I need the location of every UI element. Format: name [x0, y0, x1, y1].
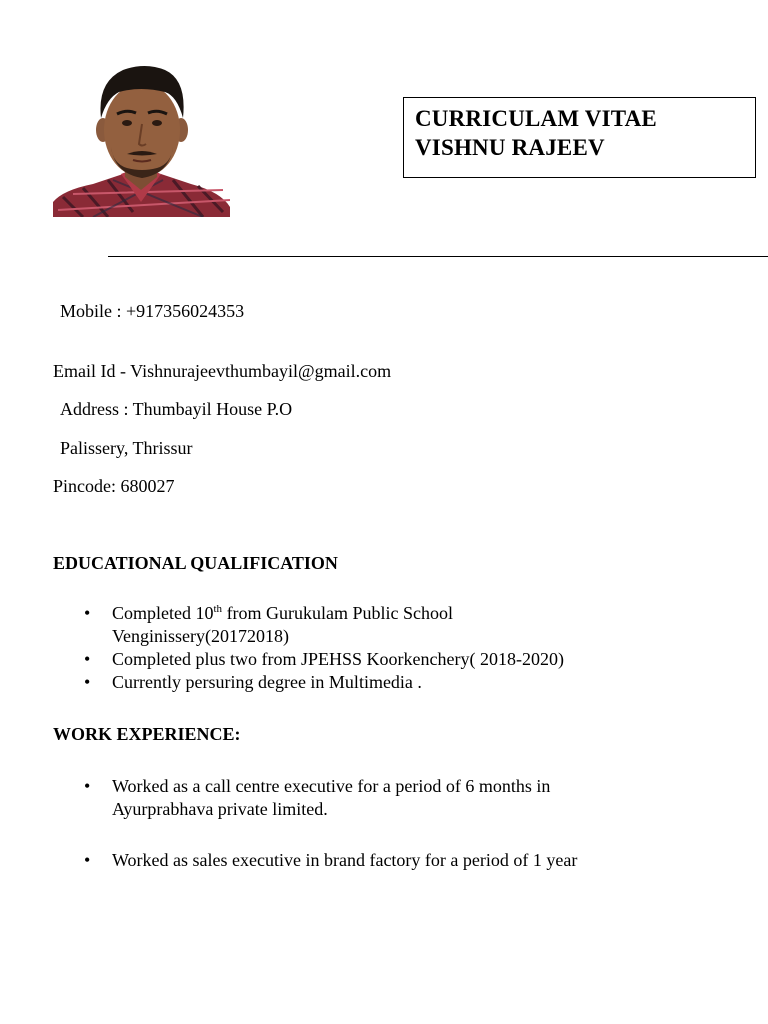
bullet-icon: •	[84, 850, 91, 870]
education-list	[84, 602, 564, 694]
header-divider	[108, 256, 768, 257]
education-item	[84, 602, 564, 648]
education-item	[84, 648, 564, 671]
superscript-th: th	[213, 603, 223, 615]
work-item	[84, 849, 577, 872]
bullet-icon: •	[84, 603, 91, 623]
address-line-1: Address : Thumbayil House P.O	[60, 399, 293, 419]
profile-photo-illustration	[53, 62, 230, 217]
work-heading: WORK EXPERIENCE:	[53, 724, 241, 744]
profile-photo	[53, 62, 230, 217]
bullet-icon: •	[84, 649, 91, 669]
mobile-text: Mobile : +917356024353	[60, 301, 245, 321]
education-item	[84, 671, 564, 694]
title-box	[403, 97, 756, 178]
education-heading: EDUCATIONAL QUALIFICATION	[53, 553, 338, 573]
education-item-text-cont: Venginissery(20172018)	[112, 626, 289, 646]
email-text: Email Id - Vishnurajeevthumbayil@gmail.com	[53, 361, 392, 381]
work-item-text: Worked as sales executive in brand factory for a period of 1 year	[112, 850, 578, 870]
education-item-text: Currently persuring degree in Multimedia .	[112, 672, 422, 692]
work-item	[84, 775, 550, 821]
work-list-2	[84, 849, 577, 872]
document-title: CURRICULAM VITAE	[415, 106, 657, 131]
candidate-name: VISHNU RAJEEV	[415, 135, 605, 160]
education-item-text: Completed 10th from Gurukulam Public School	[112, 603, 454, 623]
pincode-text: Pincode: 680027	[53, 476, 175, 496]
work-item-text: Worked as a call centre executive for a period of 6 months in	[112, 776, 551, 796]
education-item-text: Completed plus two from JPEHSS Koorkenchery( 2018-2020)	[112, 649, 564, 669]
address-line-2: Palissery, Thrissur	[60, 438, 193, 458]
bullet-icon: •	[84, 776, 91, 796]
work-list	[84, 775, 550, 821]
work-item-text-cont: Ayurprabhava private limited.	[112, 799, 328, 819]
bullet-icon: •	[84, 672, 91, 692]
